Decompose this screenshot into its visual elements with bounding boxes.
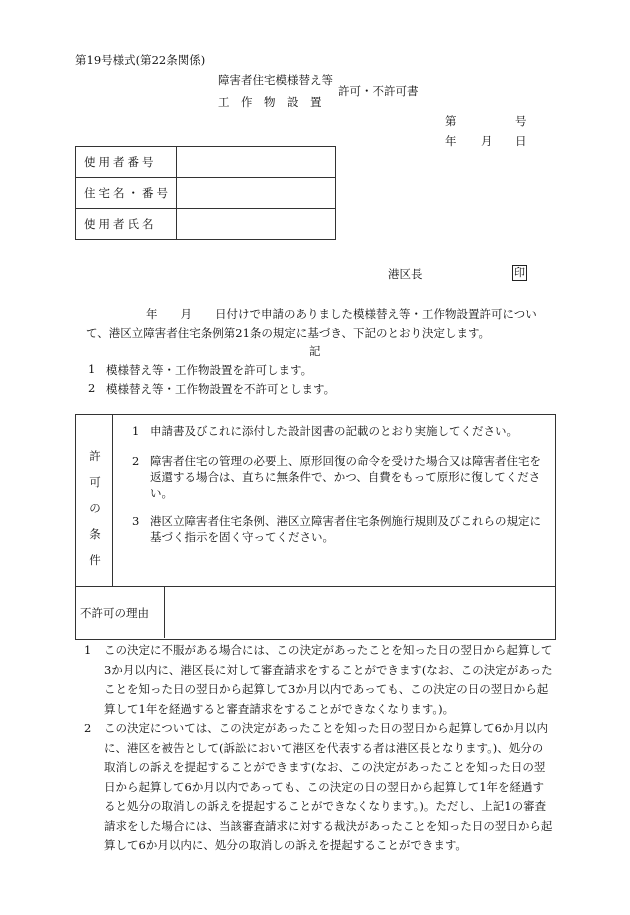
conditions-label-4: 条 — [89, 527, 101, 541]
user-info-table — [75, 146, 336, 240]
condition-2 — [132, 453, 552, 501]
divider — [75, 586, 555, 587]
condition-1-number: 1 — [132, 424, 140, 438]
note-1-number: 1 — [84, 643, 92, 657]
table-row — [76, 147, 336, 178]
seal-mark — [512, 265, 527, 281]
title-line2: 工 作 物 設 置 — [218, 95, 322, 109]
conditions-label-3: の — [89, 501, 101, 515]
note-2-text: この決定については、この決定があったことを知った日の翌日から起算して6か月以内に、港区を被告として(訴訟において港区を代表する者は港区長となります。)、処分の取消しの訴えを提起することができます(なお、この決定があったことを知った日の翌日から起算して6か月以内であっても、この決定の日の翌日から起算して1年を経過すると処分の取消しの訴えを提起することができなくなります。)。ただし、上記1の審査請求をした場合には、当該審査請求に対する裁決があったことを知った日の翌日から起算して6か月以内に、処分の取消しの訴えを提起することができます。 — [104, 721, 553, 852]
condition-3 — [132, 513, 552, 545]
conditions-label-2: 可 — [89, 475, 101, 489]
ki-heading: 記 — [309, 344, 321, 358]
decision-1-number: 1 — [88, 362, 96, 376]
date-day: 日 — [515, 134, 527, 148]
doc-number-dai: 第 — [445, 114, 457, 128]
condition-2-text: 障害者住宅の管理の必要上、原形回復の命令を受けた場合又は障害者住宅を返還する場合は、直ちに無条件で、かつ、自費をもって原形に復してください。 — [150, 454, 541, 500]
condition-3-text: 港区立障害者住宅条例、港区立障害者住宅条例施行規則及びこれらの規定に基づく指示を固く守ってください。 — [150, 514, 541, 544]
user-number-value[interactable] — [177, 147, 336, 178]
divider — [112, 414, 113, 586]
condition-1-text: 申請書及びこれに添付した設計図書の記載のとおり実施してください。 — [150, 424, 518, 438]
condition-3-number: 3 — [132, 514, 140, 528]
decision-1-text: 模様替え等・工作物設置を許可します。 — [106, 363, 313, 377]
decision-2-number: 2 — [88, 381, 96, 395]
condition-1 — [132, 423, 552, 439]
seal-icon: 印 — [514, 266, 525, 279]
rejection-label: 不許可の理由 — [80, 606, 149, 620]
issuer-name: 港区長 — [388, 267, 423, 281]
conditions-label-5: 件 — [89, 553, 101, 567]
doc-number-go: 号 — [515, 114, 527, 128]
title-suffix: 許可・不許可書 — [338, 84, 419, 98]
condition-2-number: 2 — [132, 454, 140, 468]
table-row — [76, 209, 336, 240]
user-name-label: 使用者氏名 — [76, 209, 177, 240]
note-1-text: この決定に不服がある場合には、この決定があったことを知った日の翌日から起算して3か月以内に、港区長に対して審査請求をすることができます(なお、この決定があったことを知った日の翌日から起算して3か月以内であっても、この決定の日の翌日から起算して1年を経過すると審査請求をすることができなくなります。)。 — [104, 643, 553, 716]
note-2 — [84, 719, 554, 856]
conditions-label-1: 許 — [89, 449, 101, 463]
note-2-number: 2 — [84, 721, 92, 735]
decision-2-text: 模様替え等・工作物設置を不許可とします。 — [106, 382, 336, 396]
body-line1: 年 月 日付けで申請のありました模様替え等・工作物設置許可につい — [146, 307, 537, 321]
date-year: 年 — [445, 134, 457, 148]
divider — [164, 586, 165, 638]
title-line1: 障害者住宅模様替え等 — [218, 73, 333, 87]
user-name-value[interactable] — [177, 209, 336, 240]
note-1 — [84, 641, 554, 719]
date-month: 月 — [481, 134, 493, 148]
table-row — [76, 178, 336, 209]
form-number: 第19号様式(第22条関係) — [75, 53, 206, 67]
user-number-label: 使用者番号 — [76, 147, 177, 178]
notes-section — [84, 641, 554, 856]
body-line2: て、港区立障害者住宅条例第21条の規定に基づき、下記のとおり決定します。 — [86, 326, 491, 340]
housing-name-label: 住宅名・番号 — [76, 178, 177, 209]
housing-name-value[interactable] — [177, 178, 336, 209]
